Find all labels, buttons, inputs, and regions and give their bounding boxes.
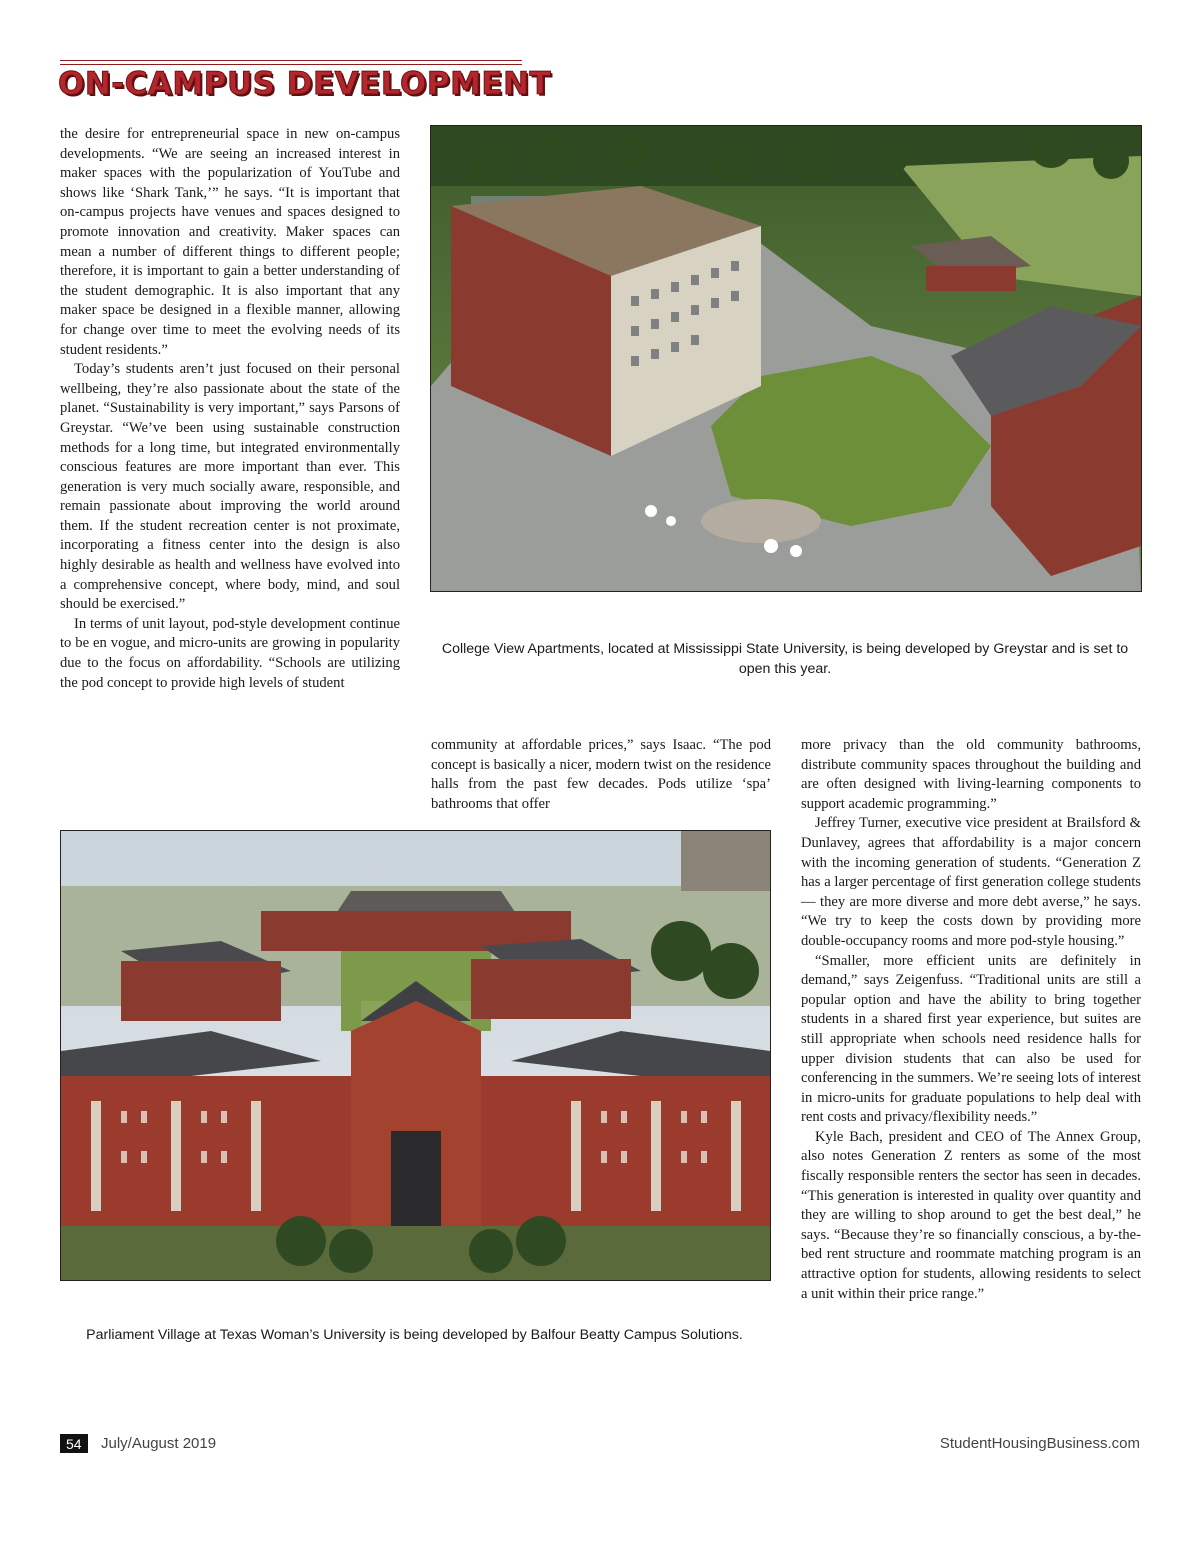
paragraph: Today’s students aren’t just focused on their personal wellbeing, they’re also passionate about the state of the planet. “Sustainability is very important,” says Parsons of Greystar. “We’ve been using sustainable construction methods for a long time, but integrated environmentally conscious features are more important than ever. This generation is very much socially aware, responsible, and remain passionate about improving the world around them. If the student recreation center is not proximate, incorporating a fitness center into the design is also highly desirable as health and wellness have evolved into a comprehensive concept, where body, mind, and soul should be exercised.” [60,361,400,613]
parliament-village-photo [60,830,771,1281]
college-view-apartments-photo [430,125,1142,592]
section-title: ON-CAMPUS DEVELOPMENT [58,66,552,102]
paragraph: more privacy than the old community bathrooms, distribute community spaces throughout the building and are often designed with living-learning components to support academic programming.” [801,737,1141,812]
photo-caption: College View Apartments, located at Mississippi State University, is being developed by Greystar and is set to open this year. [441,641,1129,677]
text-column-2 [431,736,771,814]
text-column-1 [60,125,400,693]
issue-date: July/August 2019 [101,1435,217,1452]
text-column-3 [801,736,1141,1304]
page-number: 54 [60,1434,88,1453]
paragraph: “Smaller, more efficient units are definitely in demand,” says Zeigenfuss. “Traditional units are still a popular option and have the ability to bring together students in a shared first year experience, but suites are still appropriate when schools need residence halls for upper division students that can also be used for conferencing in the summers. We’re seeing lots of interest in micro-units for graduate populations to help deal with rent costs and privacy/flexibility needs.” [801,952,1141,1126]
website-link[interactable]: StudentHousingBusiness.com [939,1435,1140,1452]
residence-hall-rendering-image [61,831,770,1280]
paragraph: Jeffrey Turner, executive vice president at Brailsford & Dunlavey, agrees that affordability is a major concern with the incoming generation of students. “Generation Z has a larger percentage of first generation college students — they are more diverse and more debt averse,” he says. “We try to keep the costs down by providing more double-occupancy rooms and more pod-style housing.” [801,815,1141,949]
header-rule-secondary [60,64,522,65]
paragraph: community at affordable prices,” says Isaac. “The pod concept is basically a nicer, modern twist on the residence halls from the past few decades. Pods utilize ‘spa’ bathrooms that offer [431,737,771,812]
paragraph: Kyle Bach, president and CEO of The Annex Group, also notes Generation Z renters as some of the most fiscally responsible renters the sector has seen in decades. “This generation is interested in quality over quantity and they are willing to shop around to get the best deal,” he says. “Because they’re so financially conscious, a by-the-bed rent structure and roommate matching program is an attractive option for students, allowing residents to select a unit within their price range.” [801,1128,1141,1302]
paragraph: the desire for entrepreneurial space in new on-campus developments. “We are seeing an increased interest in maker spaces with the popularization of YouTube and shows like ‘Shark Tank,’” he says. “It is important that on-campus projects have venues and spaces designed to promote innovation and creativity. Maker spaces can mean a number of different things to different people; therefore, it is important to gain a better understanding of the student demographic. It is also important that any maker space be designed in a flexible manner, allowing for change over time to meet the evolving needs of its student residents.” [60,126,400,358]
aerial-rendering-image [431,126,1141,591]
header-rule [60,60,522,61]
paragraph: In terms of unit layout, pod-style development continue to be en vogue, and micro-units are growing in popularity due to the focus on affordability. “Schools are utilizing the pod concept to provide high levels of student [60,615,400,691]
photo-caption: Parliament Village at Texas Woman’s University is being developed by Balfour Beatty Campus Solutions. [86,1327,743,1343]
